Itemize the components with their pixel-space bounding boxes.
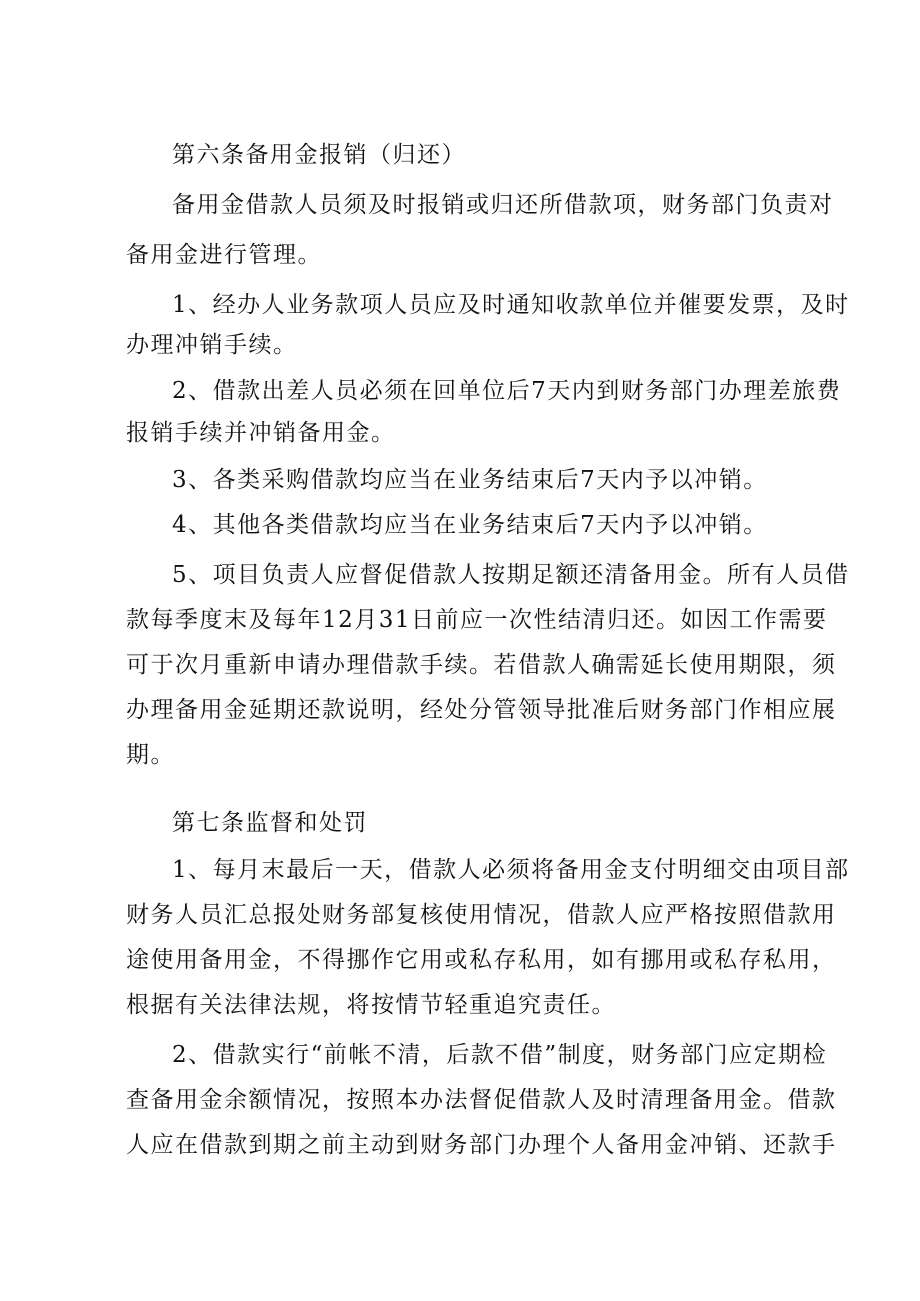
paragraph-line: 人应在借款到期之前主动到财务部门办理个人备用金冲销、还款手 <box>126 1132 837 1158</box>
paragraph-line: 5、项目负责人应督促借款人按期足额还清备用金。所有人员借 <box>172 562 850 588</box>
paragraph-line: 办理冲销手续。 <box>126 332 298 358</box>
paragraph-line: 期。 <box>126 742 175 768</box>
paragraph-line: 备用金进行管理。 <box>126 242 322 268</box>
paragraph-line: 款每季度末及每年12月31日前应一次性结清归还。如因工作需要 <box>126 607 828 633</box>
paragraph-line: 3、各类采购借款均应当在业务结束后7天内予以冲销。 <box>172 467 768 493</box>
paragraph-line: 2、借款实行“前帐不清，后款不借”制度，财务部门应定期检 <box>172 1042 828 1068</box>
paragraph-line: 报销手续并冲销备用金。 <box>126 420 396 446</box>
paragraph-line: 1、每月末最后一天，借款人必须将备用金支付明细交由项目部 <box>172 857 850 883</box>
paragraph-line: 1、经办人业务款项人员应及时通知收款单位并催要发票，及时 <box>172 292 850 318</box>
paragraph-line: 4、其他各类借款均应当在业务结束后7天内予以冲销。 <box>172 512 768 538</box>
paragraph-line: 备用金借款人员须及时报销或归还所借款项，财务部门负责对 <box>172 192 834 218</box>
paragraph-line: 查备用金余额情况，按照本办法督促借款人及时清理备用金。借款 <box>126 1087 837 1113</box>
paragraph-line: 途使用备用金，不得挪作它用或私存私用，如有挪用或私存私用， <box>126 947 837 973</box>
section-heading-article-6: 第六条备用金报销（归还） <box>172 142 466 168</box>
paragraph-line: 2、借款出差人员必须在回单位后7天内到财务部门办理差旅费 <box>172 378 842 404</box>
paragraph-line: 财务人员汇总报处财务部复核使用情况，借款人应严格按照借款用 <box>126 902 837 928</box>
paragraph-line: 办理备用金延期还款说明，经处分管领导批准后财务部门作相应展 <box>126 697 837 723</box>
paragraph-line: 可于次月重新申请办理借款手续。若借款人确需延长使用期限，须 <box>126 652 837 678</box>
section-heading-article-7: 第七条监督和处罚 <box>172 810 368 836</box>
paragraph-line: 根据有关法律法规，将按情节轻重追究责任。 <box>126 992 616 1018</box>
